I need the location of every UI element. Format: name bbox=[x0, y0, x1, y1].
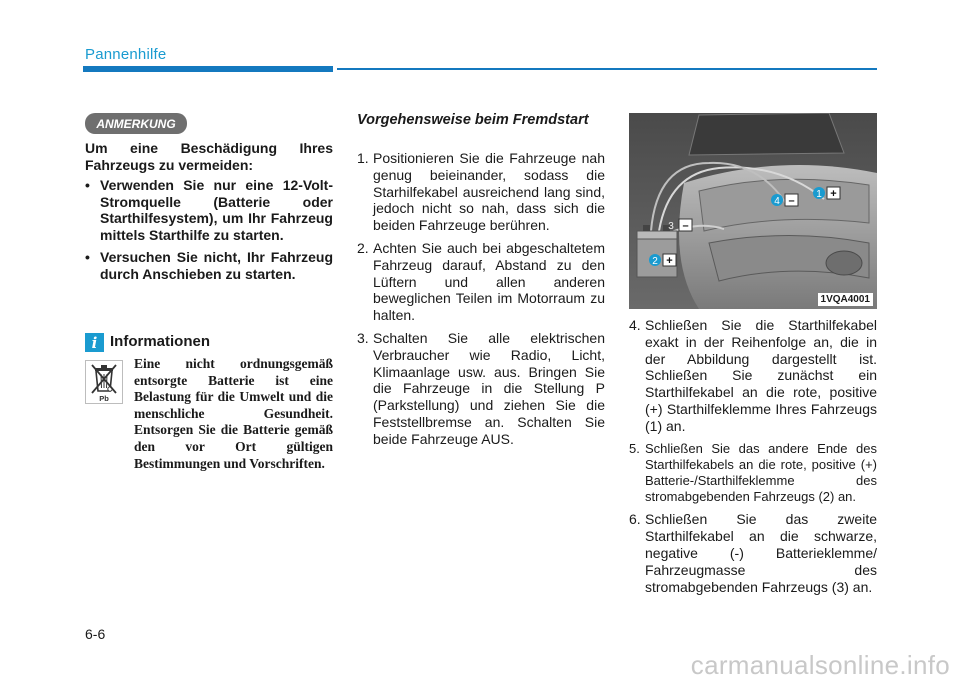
callout-number: 4 bbox=[774, 196, 780, 207]
info-text: Eine nicht ordnungsgemäß entsorgte Batterie ist eine Belastung für die Umwelt und die menschliche Gesundheit. Entsorgen Sie die Batterie gemäß den vor Ort gültigen Bestimmungen und Vorschriften. bbox=[134, 356, 333, 471]
figure-code: 1VQA4001 bbox=[818, 293, 873, 306]
procedure-step bbox=[629, 511, 877, 595]
jump-start-illustration bbox=[629, 113, 877, 309]
note-badge: ANMERKUNG bbox=[85, 113, 187, 134]
step-number: 1. bbox=[357, 150, 369, 166]
info-title: Informationen bbox=[110, 333, 210, 350]
callout-number: 2 bbox=[652, 256, 658, 267]
procedure-step bbox=[629, 441, 877, 506]
step-text: Schließen Sie die Starthilfekabel exakt in der Reihenfolge an, die in der Abbildung dargestellt ist. Schließen Sie zunächst ein Starthilfekabel an die rote, positive (+) Starthilfeklemme Ihres Fahrzeugs (1) an. bbox=[645, 317, 877, 434]
procedure-title: Vorgehensweise beim Fremdstart bbox=[357, 112, 589, 128]
step-text: Schließen Sie das andere Ende des Starthilfekabels an die rote, positive (+) Batterie-/Starthilfeklemme des stromabgebenden Fahrzeugs (2) an. bbox=[645, 440, 877, 505]
section-title: Pannenhilfe bbox=[85, 46, 167, 63]
callout-number: 1 bbox=[816, 189, 822, 200]
note-bullet: • Versuchen Sie nicht, Ihr Fahrzeug durch Anschieben zu starten. bbox=[85, 249, 333, 282]
header-rule-thin bbox=[337, 68, 877, 70]
step-number: 6. bbox=[629, 511, 641, 528]
header-rule-thick bbox=[83, 66, 333, 72]
note-intro: Um eine Beschädigung Ihres Fahrzeugs zu vermeiden: bbox=[85, 140, 333, 173]
crossed-bin-icon bbox=[85, 360, 123, 404]
callout-sign: + bbox=[666, 255, 673, 267]
engine-bay-graphic bbox=[629, 113, 877, 309]
step-number: 2. bbox=[357, 239, 369, 256]
callout-sign: – bbox=[682, 220, 689, 232]
info-icon: i bbox=[85, 333, 104, 352]
callout-2 bbox=[649, 254, 676, 267]
procedure-step bbox=[357, 330, 605, 448]
callout-sign: + bbox=[830, 188, 837, 200]
note-bullets bbox=[85, 177, 333, 282]
step-number: 5. bbox=[629, 440, 640, 456]
step-text: Schalten Sie alle elektrischen Verbraucher wie Radio, Licht, Klimaanlage usw. aus. Bringen Sie die Fahrzeuge in die Stellung P (Parkstellung) und ziehen Sie die Feststellbremse an. Schalten Sie beide Fahrzeuge AUS. bbox=[373, 329, 605, 447]
procedure-step bbox=[357, 150, 605, 234]
note-bullet: • Verwenden Sie nur eine 12-Volt-Stromquelle (Batterie oder Starthilfesystem), um Ihr Fahrzeug mittels Starthilfe zu starten. bbox=[85, 177, 333, 243]
step-text: Positionieren Sie die Fahrzeuge nah genug beieinander, sodass die Starhilfekabel ausreichend lang sind, jedoch nicht so nah, dass sich die beiden Fahrzeuge berühren. bbox=[373, 150, 605, 234]
page-number: 6-6 bbox=[85, 626, 106, 642]
procedure-step bbox=[357, 240, 605, 324]
step-text: Schließen Sie das zweite Starthilfekabel an die schwarze, negative (-) Batterieklemme/ Fahrzeugmasse des stromabgebenden Fahrzeugs (3) an. bbox=[645, 511, 877, 595]
callout-number: 3 bbox=[668, 221, 674, 232]
step-number: 4. bbox=[629, 317, 641, 333]
step-number: 3. bbox=[357, 329, 369, 346]
callout-1 bbox=[813, 187, 840, 200]
callout-sign: – bbox=[788, 195, 795, 207]
procedure-step bbox=[629, 317, 877, 435]
callout-3 bbox=[668, 219, 692, 232]
step-text: Achten Sie auch bei abgeschaltetem Fahrzeug darauf, Abstand zu den Lüftern und allen anderen beweglichen Teilen im Motorraum zu halten. bbox=[373, 239, 605, 324]
note-body bbox=[85, 140, 333, 288]
procedure-steps-left bbox=[357, 150, 605, 454]
procedure-steps-right bbox=[629, 317, 877, 601]
callout-4 bbox=[771, 194, 798, 207]
watermark: carmanualsonline.info bbox=[690, 650, 950, 680]
bin-label: Pb bbox=[99, 394, 109, 403]
